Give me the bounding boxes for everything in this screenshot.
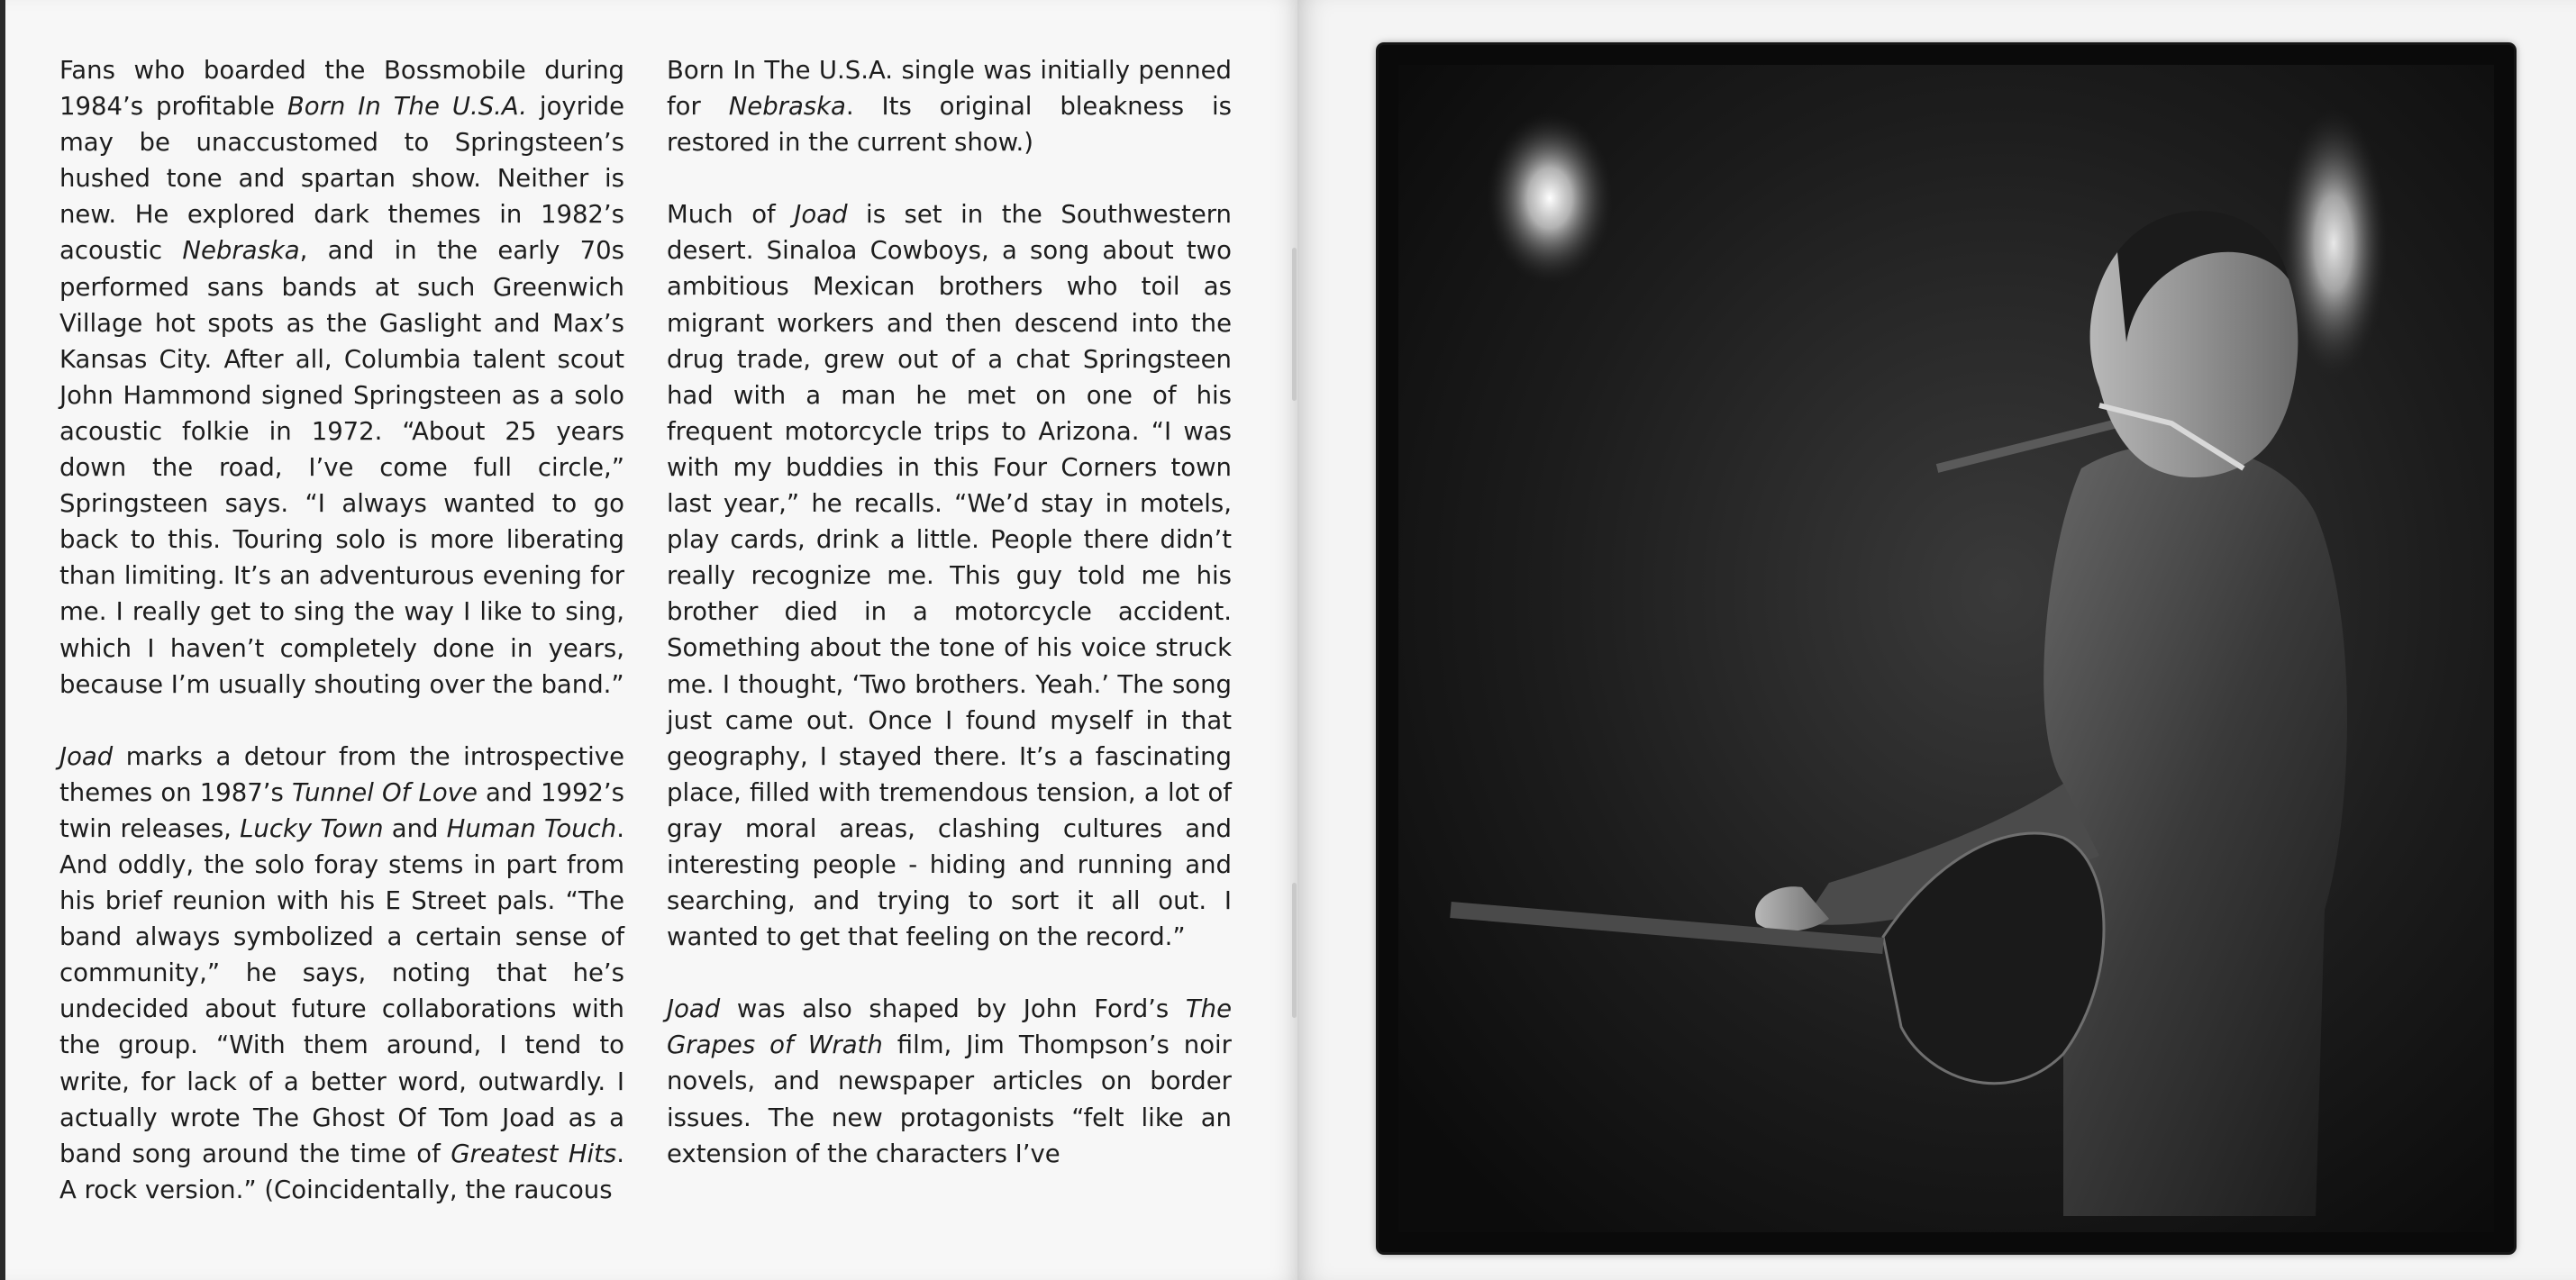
spine-hinge-bottom	[1292, 883, 1297, 1018]
text-run: marks a detour from the introspective themes on 1987’s	[59, 741, 624, 807]
text-run: , and in the early 70s performed sans bands at such Greenwich Village hot spots as the Gaslight and Max’s Kansas City. After all, Columbia talent scout John Hammond signed Springsteen as a solo acoustic folkie in 1972. “About 25 years down the road, I’ve come full circle,” Springsteen says. “I always wanted to go back to this. Touring solo is more liberating than limiting. It’s an adventurous evening for me. I really get to sing the way I like to sing, which I haven’t completely done in years, because I’m usually shouting over the band.”	[59, 236, 625, 699]
italic-title: The Grapes of Wrath	[667, 994, 1232, 1060]
paragraph	[59, 739, 624, 1208]
italic-title: Born In The U.S.A.	[287, 92, 527, 122]
italic-title: Joad	[59, 741, 114, 771]
text-column-2	[667, 52, 1232, 1208]
paragraph	[667, 196, 1232, 955]
text-run: film, Jim Thompson’s noir novels, and newspaper articles on border issues. The new protagonists “felt like an extension of the characters I’ve	[667, 1030, 1232, 1168]
italic-title: Nebraska	[182, 236, 300, 266]
text-run: and 1992’s twin releases,	[59, 777, 625, 843]
text-run: Much of	[667, 200, 795, 230]
italic-title: Tunnel Of Love	[291, 777, 478, 807]
text-run: . And oddly, the solo foray stems in part from his brief reunion with his E Street pals. “The band always symbolized a certain sense of community,” he says, noting that he’s undecided about future collaborations with the group. “With them around, I tend to write, for lack of a better word, outwardly. I actually wrote The Ghost Of Tom Joad as a band song around the time of	[59, 813, 624, 1168]
text-column-1	[59, 52, 624, 1244]
italic-title: Joad	[667, 994, 721, 1024]
text-run: Born In The U.S.A. single was initially penned for	[667, 56, 1232, 122]
italic-title: Human Touch	[446, 813, 617, 843]
concert-photo-illustration	[1379, 45, 2514, 1252]
text-run: and	[383, 813, 447, 843]
stage-lamp-left	[1487, 113, 1613, 284]
text-run: . Its original bleakness is restored in the current show.)	[667, 92, 1232, 158]
spine-hinge-top	[1292, 248, 1297, 401]
page-edge	[0, 0, 5, 1280]
italic-title: Greatest Hits	[451, 1139, 617, 1168]
italic-title: Nebraska	[728, 92, 846, 122]
paragraph	[667, 52, 1232, 160]
text-run: Fans who boarded the Bossmobile during 1984’s profitable	[59, 56, 624, 122]
text-run: . A rock version.” (Coincidentally, the raucous	[59, 1139, 624, 1204]
text-run: joyride may be unaccustomed to Springsteen’s hushed tone and spartan show. Neither is new. He explored dark themes in 1982’s acoustic	[59, 92, 624, 266]
paragraph	[59, 52, 624, 703]
text-run: is set in the Southwestern desert. Sinaloa Cowboys, a song about two ambitious Mexican brothers who toil as migrant workers and then descend into the drug trade, grew out of a chat Springsteen had with a man he met on one of his frequent motorcycle trips to Arizona. “I was with my buddies in this Four Corners town last year,” he recalls. “We’d stay in motels, play cards, drink a little. People there didn’t really recognize me. This guy told me his brother died in a motorcycle accident. Something about the tone of his voice struck me. I thought, ‘Two brothers. Yeah.’ The song just came out. Once I found myself in that geography, I stayed there. It’s a fascinating place, filled with tremendous tension, a lot of gray moral areas, clashing cultures and interesting people - hiding and running and searching, and trying to sort it all out. I wanted to get that feeling on the record.”	[667, 200, 1232, 952]
text-run: was also shaped by John Ford’s	[720, 994, 1186, 1024]
concert-photo	[1379, 45, 2514, 1252]
italic-title: Lucky Town	[240, 813, 384, 843]
italic-title: Joad	[794, 200, 848, 230]
paragraph	[667, 991, 1232, 1171]
